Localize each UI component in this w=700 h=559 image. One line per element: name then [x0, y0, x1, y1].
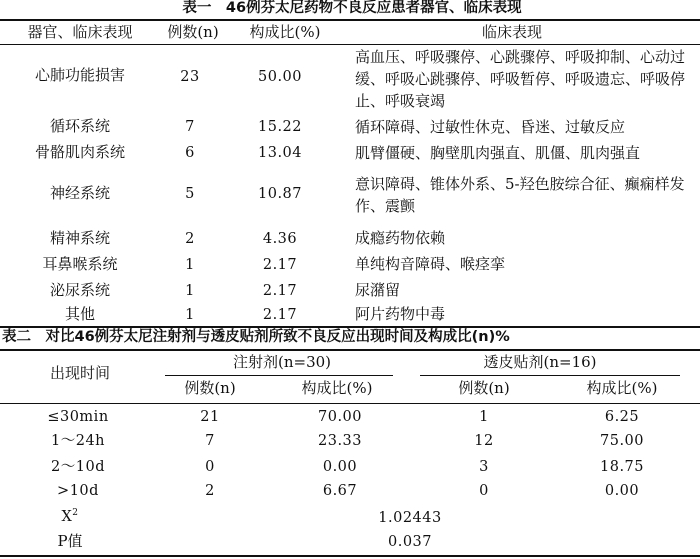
table1-row-count: 7	[185, 119, 195, 135]
table1-row-ratio: 2.17	[262, 257, 298, 273]
table1-row-organ: 心肺功能损害	[34, 66, 126, 84]
table2-chi-label	[61, 509, 78, 524]
table1-row-organ: 循环系统	[49, 117, 111, 135]
table1-row-organ: 耳鼻喉系统	[42, 255, 118, 273]
table2-sub-count: 例数(n)	[184, 379, 236, 397]
table2-row-inj-ratio: 23.33	[317, 433, 363, 449]
table1-row-count: 5	[185, 186, 195, 202]
table1-row-count: 6	[185, 145, 195, 161]
table2-sub-ratio: 构成比(%)	[301, 379, 373, 397]
table2-row-inj-count: 2	[205, 483, 215, 499]
table2-header-patch: 透皮贴剂(n=16)	[483, 353, 597, 371]
table2-row-time: 1～24h	[50, 433, 106, 449]
table1-row-desc: 尿潴留	[355, 281, 401, 299]
table1-row-count: 1	[185, 283, 195, 299]
table1-row-count: 1	[185, 307, 195, 323]
chi-symbol: X	[61, 508, 73, 525]
table2-row-inj-ratio: 0.00	[322, 459, 358, 475]
table2-p-value: 0.037	[387, 534, 433, 550]
table1-row-desc: 高血压、呼吸骤停、心跳骤停、呼吸抑制、心动过缓、呼吸心跳骤停、呼吸暂停、呼吸遗忘、呼吸停止、呼吸衰竭	[355, 48, 686, 110]
table1-row-ratio: 4.36	[262, 231, 298, 247]
table1-row-desc: 循环障碍、过敏性休克、昏迷、过敏反应	[355, 118, 626, 136]
table2-row-inj-count: 21	[200, 409, 220, 425]
table1-row-ratio: 2.17	[262, 283, 298, 299]
table1-row-count: 23	[180, 69, 200, 85]
table1-row-ratio: 10.87	[257, 186, 303, 202]
table1-row-count: 2	[185, 231, 195, 247]
table2-row-time: >10d	[57, 483, 99, 499]
table2-header-rule	[0, 403, 700, 404]
table1-row-ratio: 50.00	[257, 69, 303, 85]
table2-header-injection: 注射剂(n=30)	[232, 353, 332, 371]
table1-row-organ: 骨骼肌肉系统	[34, 143, 126, 161]
table2-chi-value: 1.02443	[378, 510, 442, 526]
table2-row-inj-ratio: 6.67	[322, 483, 358, 499]
table1-row-organ: 神经系统	[49, 184, 111, 202]
table2-header-time: 出现时间	[49, 364, 111, 382]
table1-row-desc: 肌臂僵硬、胸壁肌肉强直、肌僵、肌肉强直	[355, 144, 641, 162]
table2-top-rule	[0, 349, 700, 351]
table2-row-patch-ratio: 0.00	[604, 483, 640, 499]
table2-row-patch-count: 12	[474, 433, 494, 449]
table1-row-ratio: 15.22	[257, 119, 303, 135]
table2-row-patch-ratio: 6.25	[604, 409, 640, 425]
table1-row-ratio: 13.04	[257, 145, 303, 161]
table2-title: 表二 对比46例芬太尼注射剂与透皮贴剂所致不良反应出现时间及构成比(n)%	[2, 329, 510, 345]
table1-row-desc: 单纯构音障碍、喉痉挛	[355, 255, 506, 273]
table1-row-organ: 精神系统	[49, 229, 111, 247]
table2-row-inj-count: 7	[205, 433, 215, 449]
table2-bottom-rule	[0, 555, 700, 557]
table2-row-patch-count: 0	[479, 483, 489, 499]
table1-row-desc: 阿片药物中毒	[355, 305, 446, 323]
table1-top-rule	[0, 19, 700, 21]
table2-patch-rule	[420, 375, 680, 376]
table1-row-count: 1	[185, 257, 195, 273]
table1-title: 表一 46例芬太尼药物不良反应患者器官、临床表现	[182, 0, 522, 16]
table2-p-label: P值	[57, 532, 83, 550]
table2-row-patch-count: 1	[479, 409, 489, 425]
table1-header-ratio: 构成比(%)	[249, 23, 321, 41]
table1-row-organ: 其他	[64, 305, 96, 323]
table2-row-inj-ratio: 70.00	[317, 409, 363, 425]
table2-row-patch-count: 3	[479, 459, 489, 475]
table1-header-count: 例数(n)	[167, 23, 219, 41]
table1-header-rule	[0, 44, 700, 45]
table2-injection-rule	[165, 375, 393, 376]
table2-row-time: ≤30min	[47, 409, 109, 425]
table2-sub-count: 例数(n)	[458, 379, 510, 397]
table1-row-ratio: 2.17	[262, 307, 298, 323]
table2-row-time: 2～10d	[51, 459, 105, 475]
table2-sub-ratio: 构成比(%)	[586, 379, 658, 397]
table1-row-desc: 成瘾药物依赖	[355, 229, 446, 247]
chi-superscript: 2	[72, 508, 79, 518]
table2-row-patch-ratio: 75.00	[599, 433, 645, 449]
table1-bottom-rule	[0, 326, 700, 328]
table1-header-organ: 器官、临床表现	[27, 23, 133, 41]
table2-row-patch-ratio: 18.75	[599, 459, 645, 475]
table1-header-manifestation: 临床表现	[481, 23, 543, 41]
table1-row-organ: 泌尿系统	[49, 281, 111, 299]
table2-row-inj-count: 0	[205, 459, 215, 475]
table1-row-desc: 意识障碍、锥体外系、5-羟色胺综合征、癫痫样发作、震颤	[355, 175, 685, 215]
